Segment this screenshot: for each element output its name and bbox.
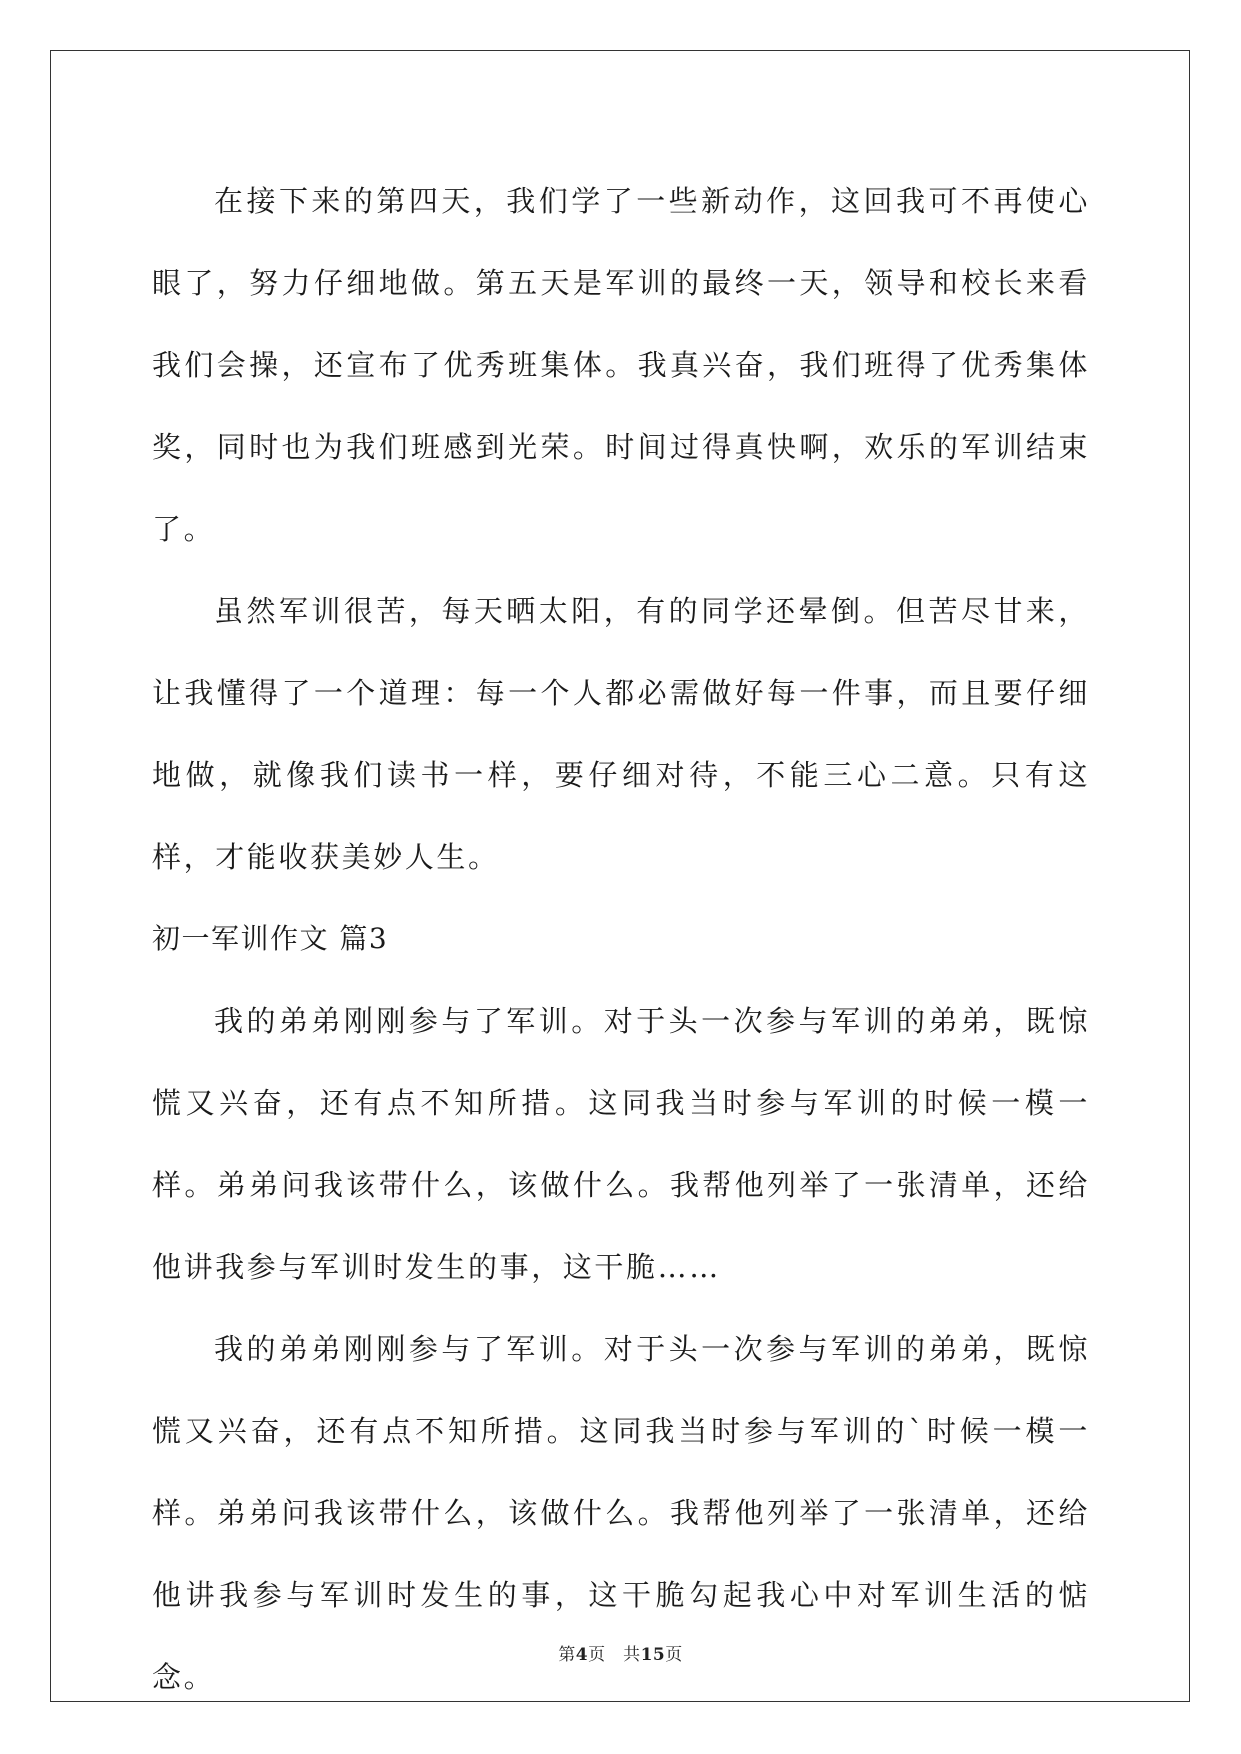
footer-page-mid: 页 共 xyxy=(588,1645,641,1665)
footer-page-suffix: 页 xyxy=(665,1645,683,1665)
footer-total-pages: 15 xyxy=(640,1645,666,1665)
section-heading: 初一军训作文 篇3 xyxy=(152,922,389,955)
paragraph-4: 我的弟弟刚刚参与了军训。对于头一次参与军训的弟弟，既惊慌又兴奋，还有点不知所措。这同我当时参与军训的`时候一模一样。弟弟问我该带什么，该做什么。我帮他列举了一张清单，还给他讲我参与军训时发生的事，这干脆勾起我心中对军训生活的惦念。 xyxy=(152,1332,1090,1694)
paragraph-1: 在接下来的第四天，我们学了一些新动作，这回我可不再使心眼了，努力仔细地做。第五天是军训的最终一天，领导和校长来看我们会操，还宣布了优秀班集体。我真兴奋，我们班得了优秀集体奖，同时也为我们班感到光荣。时间过得真快啊，欢乐的军训结束了。 xyxy=(152,184,1090,546)
footer-page-prefix: 第 xyxy=(558,1645,576,1665)
paragraph-2: 虽然军训很苦，每天晒太阳，有的同学还晕倒。但苦尽甘来，让我懂得了一个道理：每一个人都必需做好每一件事，而且要仔细地做，就像我们读书一样，要仔细对待，不能三心二意。只有这样，才能收获美妙人生。 xyxy=(152,594,1090,874)
page-footer xyxy=(0,1640,1241,1665)
footer-current-page: 4 xyxy=(575,1645,589,1665)
document-body xyxy=(152,160,1090,1718)
paragraph-3: 我的弟弟刚刚参与了军训。对于头一次参与军训的弟弟，既惊慌又兴奋，还有点不知所措。这同我当时参与军训的时候一模一样。弟弟问我该带什么，该做什么。我帮他列举了一张清单，还给他讲我参与军训时发生的事，这干脆…… xyxy=(152,1004,1090,1284)
